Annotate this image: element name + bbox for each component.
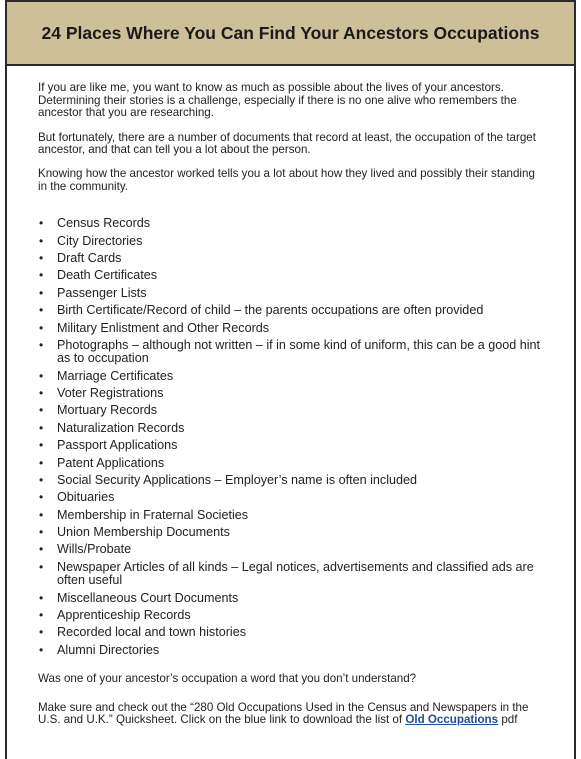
list-item — [38, 387, 544, 400]
bullet-icon: • — [39, 385, 44, 400]
list-item — [38, 269, 544, 282]
bullet-icon: • — [39, 420, 44, 435]
list-item — [38, 422, 544, 435]
bullet-icon: • — [39, 490, 44, 505]
list-item-text: Mortuary Records — [57, 403, 158, 418]
places-list — [38, 217, 544, 657]
bullet-icon: • — [39, 368, 44, 383]
list-item-text: Passenger Lists — [57, 285, 147, 300]
old-occupations-link[interactable]: Old Occupations — [405, 713, 499, 727]
list-item — [38, 235, 544, 248]
bullet-icon: • — [39, 559, 44, 574]
document-body — [7, 66, 574, 727]
bullet-icon: • — [39, 268, 44, 283]
list-item-text: Passport Applications — [57, 438, 178, 453]
list-item-text: Wills/Probate — [57, 542, 132, 557]
list-item-text: Miscellaneous Court Documents — [57, 590, 239, 605]
list-item-text: Photographs – although not written – if in some kind of uniform, this can be a good hint as to occupation — [57, 337, 541, 366]
list-item — [38, 543, 544, 556]
bullet-icon: • — [39, 625, 44, 640]
list-item-text: Death Certificates — [57, 268, 158, 283]
bullet-icon: • — [39, 472, 44, 487]
list-item-text: Marriage Certificates — [57, 368, 174, 383]
list-item-text: Military Enlistment and Other Records — [57, 320, 270, 335]
bullet-icon: • — [39, 250, 44, 265]
list-item-text: Newspaper Articles of all kinds – Legal notices, advertisements and classified ads are often useful — [57, 559, 534, 588]
list-item — [38, 626, 544, 639]
list-item-text: Voter Registrations — [57, 385, 164, 400]
title-banner — [7, 2, 574, 66]
list-item-text: Census Records — [57, 216, 151, 231]
list-item — [38, 322, 544, 335]
list-item-text: Draft Cards — [57, 250, 122, 265]
list-item-text: Recorded local and town histories — [57, 625, 247, 640]
intro-paragraph-1: If you are like me, you want to know as much as possible about the lives of your ancestors. Determining their stories is a challenge, especially if there is no one alive who remembers the ancestor that you are researching. — [38, 81, 517, 120]
list-item — [38, 526, 544, 539]
list-item-text: City Directories — [57, 233, 143, 248]
bullet-icon: • — [39, 216, 44, 231]
intro-paragraph-3: Knowing how the ancestor worked tells you a lot about how they lived and possibly their standing in the community. — [38, 166, 535, 193]
intro-paragraph-2: But fortunately, there are a number of documents that record at least, the occupation of the target ancestor, and that can tell you a lot about the person. — [38, 130, 536, 157]
page-title: 24 Places Where You Can Find Your Ancestors Occupations — [41, 22, 540, 43]
list-item — [38, 491, 544, 504]
bullet-icon: • — [39, 525, 44, 540]
list-item — [38, 304, 544, 317]
list-item-text: Alumni Directories — [57, 642, 160, 657]
list-item-text: Membership in Fraternal Societies — [57, 507, 249, 522]
bullet-icon: • — [39, 403, 44, 418]
bullet-icon: • — [39, 233, 44, 248]
bullet-icon: • — [39, 542, 44, 557]
closing-text: Make sure and check out the “280 Old Occupations Used in the Census and Newspapers in the U.S. and U.K.” Quicksheet. Click on the blue link to download the list of — [38, 700, 529, 727]
list-item-text: Patent Applications — [57, 455, 165, 470]
list-item — [38, 609, 544, 622]
question-paragraph: Was one of your ancestor’s occupation a word that you don’t understand? — [38, 672, 417, 686]
list-item — [38, 592, 544, 605]
list-item — [38, 561, 544, 588]
list-item-text: Naturalization Records — [57, 420, 185, 435]
bullet-icon: • — [39, 507, 44, 522]
bullet-icon: • — [39, 320, 44, 335]
list-item-text: Union Membership Documents — [57, 525, 230, 540]
bullet-icon: • — [39, 303, 44, 318]
bullet-icon: • — [39, 285, 44, 300]
list-item — [38, 370, 544, 383]
list-item-text: Apprenticeship Records — [57, 607, 191, 622]
document-page — [5, 0, 576, 759]
list-item — [38, 474, 544, 487]
bullet-icon: • — [39, 590, 44, 605]
list-item — [38, 509, 544, 522]
list-item — [38, 252, 544, 265]
list-item-text: Social Security Applications – Employer’s name is often included — [57, 472, 418, 487]
bullet-icon: • — [39, 607, 44, 622]
closing-paragraph — [38, 702, 544, 727]
list-item — [38, 287, 544, 300]
closing-suffix: pdf — [498, 713, 518, 727]
list-item — [38, 439, 544, 452]
list-item-text: Birth Certificate/Record of child – the parents occupations are often provided — [57, 303, 484, 318]
bullet-icon: • — [39, 438, 44, 453]
list-item — [38, 457, 544, 470]
list-item — [38, 644, 544, 657]
list-item — [38, 404, 544, 417]
bullet-icon: • — [39, 455, 44, 470]
bullet-icon: • — [39, 337, 44, 352]
list-item-text: Obituaries — [57, 490, 115, 505]
bullet-icon: • — [39, 642, 44, 657]
list-item — [38, 339, 544, 366]
list-item — [38, 217, 544, 230]
